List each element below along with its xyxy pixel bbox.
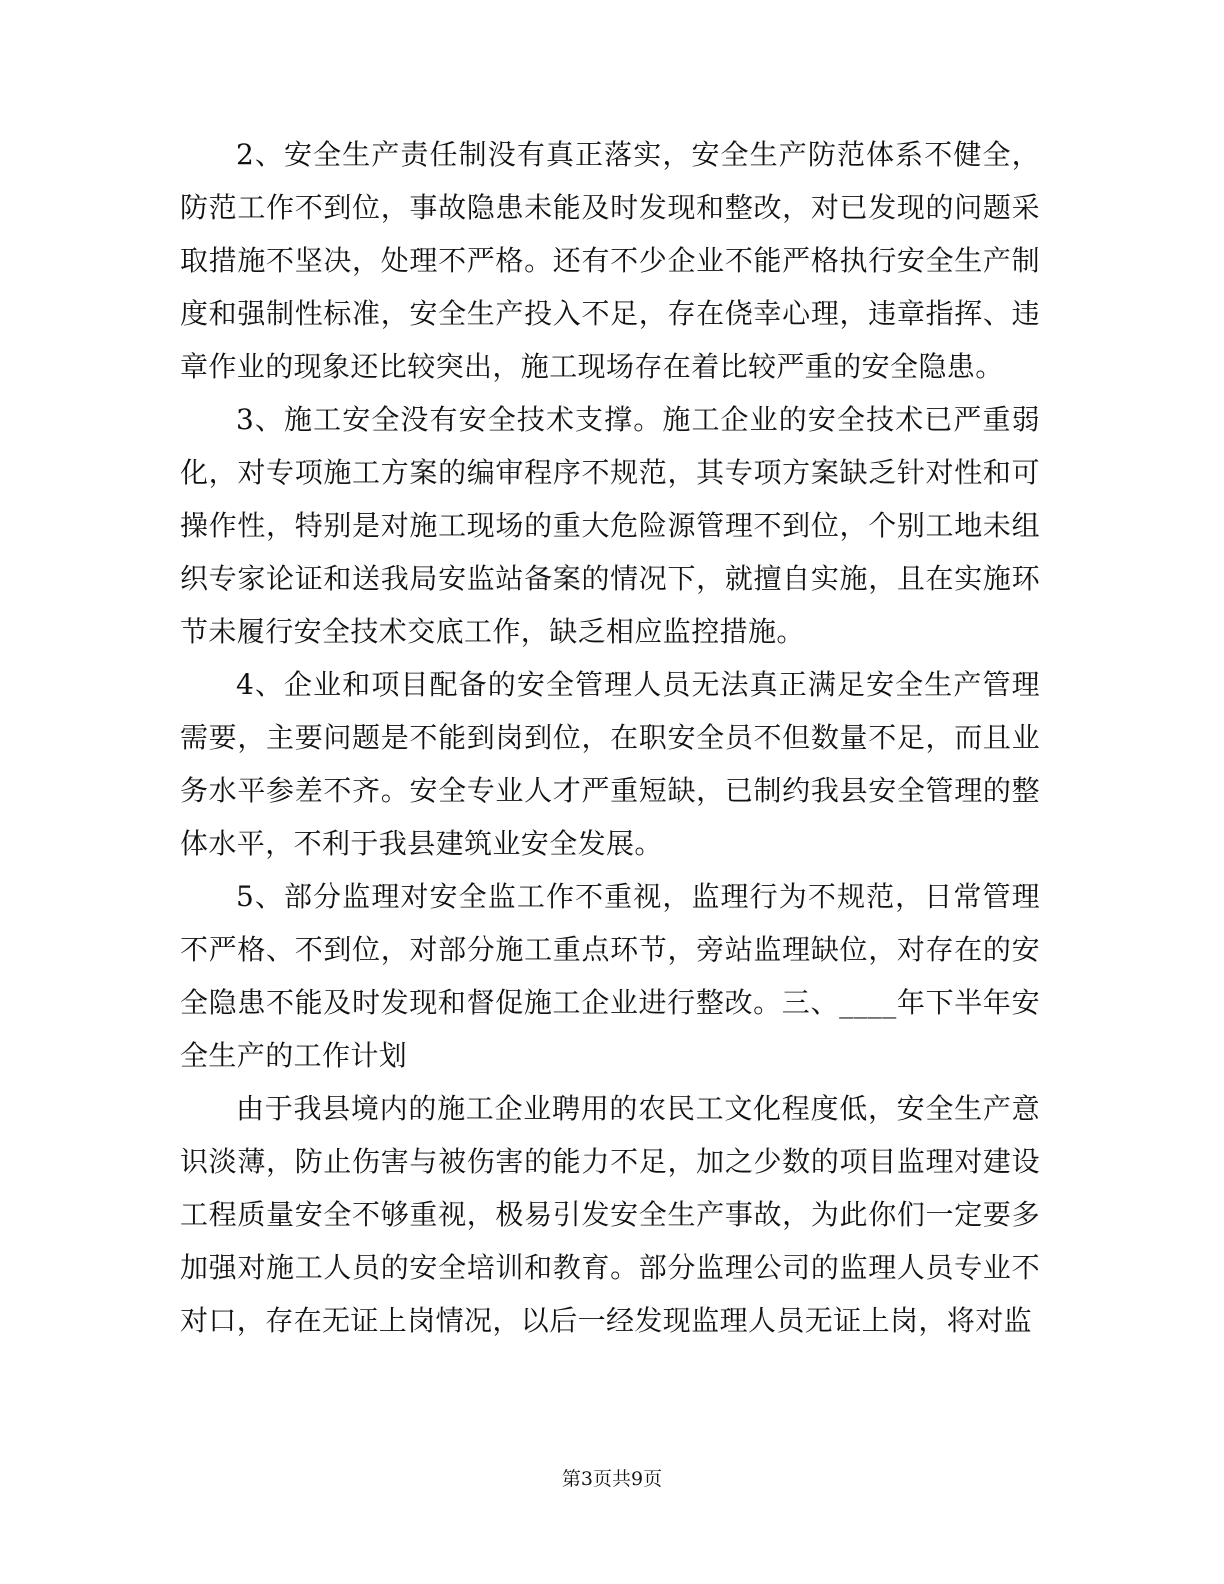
paragraph-work-plan: 由于我县境内的施工企业聘用的农民工文化程度低，安全生产意识淡薄，防止伤害与被伤害的能力不足，加之少数的项目监理对建设工程质量安全不够重视，极易引发安全生产事故，为此你们一定要多加强对施工人员的安全培训和教育。部分监理公司的监理人员专业不对口，存在无证上岗情况，以后一经发现监理人员无证上岗，将对监 [180,1092,1040,1337]
paragraph-item-5: 5、部分监理对安全监工作不重视，监理行为不规范，日常管理不严格、不到位，对部分施工重点环节，旁站监理缺位，对存在的安全隐患不能及时发现和督促施工企业进行整改。三、____年下半年安全生产的工作计划 [180,880,1040,1072]
document-body [180,128,1040,1347]
paragraph-item-2: 2、安全生产责任制没有真正落实，安全生产防范体系不健全，防范工作不到位，事故隐患未能及时发现和整改，对已发现的问题采取措施不坚决，处理不严格。还有不少企业不能严格执行安全生产制度和强制性标准，安全生产投入不足，存在侥幸心理，违章指挥、违章作业的现象还比较突出，施工现场存在着比较严重的安全隐患。 [180,138,1040,383]
paragraph-item-3: 3、施工安全没有安全技术支撑。施工企业的安全技术已严重弱化，对专项施工方案的编审程序不规范，其专项方案缺乏针对性和可操作性，特别是对施工现场的重大危险源管理不到位，个别工地未组织专家论证和送我局安监站备案的情况下，就擅自实施，且在实施环节未履行安全技术交底工作，缺乏相应监控措施。 [180,403,1040,648]
paragraph-item-4: 4、企业和项目配备的安全管理人员无法真正满足安全生产管理需要，主要问题是不能到岗到位，在职安全员不但数量不足，而且业务水平参差不齐。安全专业人才严重短缺，已制约我县安全管理的整体水平，不利于我县建筑业安全发展。 [180,668,1040,860]
page-number: 第3页共9页 [561,1468,663,1490]
